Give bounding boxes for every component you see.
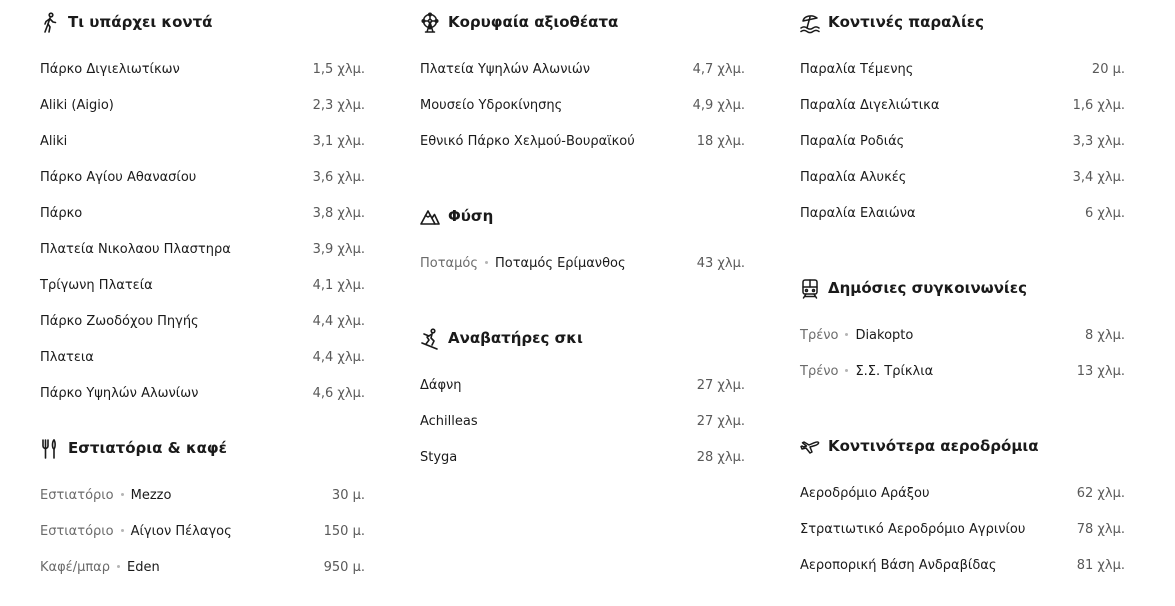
item-distance: 78 χλμ. bbox=[1076, 522, 1125, 537]
item-distance: 3,6 χλμ. bbox=[312, 170, 365, 185]
item-category: Εστιατόριο bbox=[40, 488, 114, 503]
item-name: Ποταμός Ερίμανθος bbox=[494, 256, 626, 271]
beach-icon bbox=[800, 12, 820, 34]
item-distance: 4,6 χλμ. bbox=[312, 386, 365, 401]
item-name: Πάρκο bbox=[40, 206, 83, 221]
item-name: Αίγιον Πέλαγος bbox=[130, 524, 232, 539]
item-name: Πλατεια bbox=[40, 350, 94, 365]
section-header bbox=[420, 194, 745, 242]
dot-separator bbox=[121, 493, 124, 496]
list-item bbox=[40, 376, 365, 412]
section-nearby bbox=[40, 0, 365, 412]
item-name-group bbox=[420, 134, 635, 149]
item-name: Παραλία Τέμενης bbox=[800, 62, 914, 77]
column-right bbox=[800, 0, 1125, 584]
item-distance: 3,8 χλμ. bbox=[312, 206, 365, 221]
section-title: Εστιατόρια & καφέ bbox=[68, 439, 227, 457]
item-distance: 150 μ. bbox=[323, 524, 365, 539]
list-item bbox=[420, 88, 745, 124]
item-name: Σ.Σ. Τρίκλια bbox=[855, 364, 934, 379]
list-item bbox=[420, 440, 745, 476]
item-category: Καφέ/μπαρ bbox=[40, 560, 110, 575]
list-item bbox=[800, 354, 1125, 390]
section-header bbox=[420, 316, 745, 364]
section-transport bbox=[800, 266, 1125, 390]
list-item bbox=[800, 476, 1125, 512]
item-name-group bbox=[40, 278, 153, 293]
item-name-group bbox=[40, 98, 114, 113]
item-name: Παραλία Διγελιώτικα bbox=[800, 98, 940, 113]
item-name-group bbox=[40, 206, 82, 221]
list-item bbox=[800, 88, 1125, 124]
item-name-group bbox=[800, 98, 939, 113]
list-item bbox=[800, 196, 1125, 232]
item-name: Πλατεία Νικολαου Πλαστηρα bbox=[40, 242, 231, 257]
item-distance: 2,3 χλμ. bbox=[312, 98, 365, 113]
list-item bbox=[40, 196, 365, 232]
item-name-group bbox=[800, 364, 933, 379]
list-item bbox=[420, 246, 745, 282]
list-item bbox=[800, 318, 1125, 354]
item-distance: 43 χλμ. bbox=[696, 256, 745, 271]
item-name-group bbox=[420, 450, 457, 465]
item-distance: 4,1 χλμ. bbox=[312, 278, 365, 293]
train-icon bbox=[800, 278, 820, 300]
list-item bbox=[420, 124, 745, 160]
dot-separator bbox=[845, 369, 848, 372]
restaurants-list bbox=[40, 478, 365, 586]
item-name: Δάφνη bbox=[420, 378, 462, 393]
airplane-icon bbox=[800, 436, 820, 458]
item-name: Πάρκο Υψηλών Αλωνίων bbox=[40, 386, 199, 401]
item-distance: 3,3 χλμ. bbox=[1072, 134, 1125, 149]
item-name: Παραλία Αλυκές bbox=[800, 170, 907, 185]
item-distance: 4,4 χλμ. bbox=[312, 350, 365, 365]
section-title: Φύση bbox=[448, 207, 494, 225]
transport-list bbox=[800, 318, 1125, 390]
list-item bbox=[800, 512, 1125, 548]
section-title: Αναβατήρες σκι bbox=[448, 329, 583, 347]
item-distance: 6 χλμ. bbox=[1084, 206, 1125, 221]
section-restaurants bbox=[40, 426, 365, 586]
mountain-icon bbox=[420, 206, 440, 228]
section-beaches bbox=[800, 0, 1125, 232]
item-name-group bbox=[800, 206, 916, 221]
item-distance: 3,4 χλμ. bbox=[1072, 170, 1125, 185]
list-item bbox=[40, 478, 365, 514]
item-name-group bbox=[40, 386, 198, 401]
ferris-wheel-icon bbox=[420, 12, 440, 34]
list-item bbox=[40, 340, 365, 376]
item-name-group bbox=[420, 98, 562, 113]
item-name: Aliki (Aigio) bbox=[40, 98, 114, 113]
item-name: Πάρκο Διγιελιωτίκων bbox=[40, 62, 180, 77]
item-distance: 4,4 χλμ. bbox=[312, 314, 365, 329]
item-name: Πάρκο Ζωοδόχου Πηγής bbox=[40, 314, 199, 329]
section-header bbox=[40, 0, 365, 48]
skier-icon bbox=[420, 328, 440, 350]
item-name: Στρατιωτικό Αεροδρόμιο Αγρινίου bbox=[800, 522, 1026, 537]
item-name-group bbox=[40, 488, 171, 503]
walking-person-icon bbox=[40, 12, 60, 34]
section-airports bbox=[800, 424, 1125, 584]
item-name-group bbox=[800, 486, 929, 501]
section-header bbox=[40, 426, 365, 474]
item-name: Πάρκο Αγίου Αθανασίου bbox=[40, 170, 197, 185]
item-category: Εστιατόριο bbox=[40, 524, 114, 539]
item-name: Πλατεία Υψηλών Αλωνιών bbox=[420, 62, 591, 77]
item-name: Diakopto bbox=[855, 328, 914, 343]
item-name: Μουσείο Υδροκίνησης bbox=[420, 98, 563, 113]
item-name-group bbox=[40, 242, 231, 257]
item-distance: 18 χλμ. bbox=[696, 134, 745, 149]
item-name-group bbox=[40, 170, 196, 185]
dot-separator bbox=[121, 529, 124, 532]
item-distance: 27 χλμ. bbox=[696, 414, 745, 429]
beaches-list bbox=[800, 52, 1125, 232]
section-title: Κοντινές παραλίες bbox=[828, 13, 985, 31]
item-name: Mezzo bbox=[130, 488, 172, 503]
attractions-list bbox=[420, 52, 745, 160]
item-name-group bbox=[420, 256, 626, 271]
item-distance: 27 χλμ. bbox=[696, 378, 745, 393]
section-header bbox=[800, 424, 1125, 472]
item-name-group bbox=[40, 314, 199, 329]
item-name-group bbox=[800, 558, 996, 573]
list-item bbox=[420, 52, 745, 88]
list-item bbox=[40, 160, 365, 196]
item-name-group bbox=[40, 62, 180, 77]
item-name-group bbox=[800, 328, 913, 343]
item-category: Τρένο bbox=[800, 364, 839, 379]
list-item bbox=[800, 548, 1125, 584]
fork-knife-icon bbox=[40, 438, 60, 460]
item-name-group bbox=[40, 524, 232, 539]
item-distance: 3,1 χλμ. bbox=[312, 134, 365, 149]
item-name-group bbox=[420, 62, 590, 77]
list-item bbox=[40, 304, 365, 340]
item-name-group bbox=[800, 62, 913, 77]
airports-list bbox=[800, 476, 1125, 584]
list-item bbox=[40, 514, 365, 550]
item-distance: 30 μ. bbox=[331, 488, 365, 503]
item-name-group bbox=[800, 134, 904, 149]
section-title: Τι υπάρχει κοντά bbox=[68, 13, 213, 31]
nature-list bbox=[420, 246, 745, 282]
list-item bbox=[420, 404, 745, 440]
list-item bbox=[40, 88, 365, 124]
section-ski bbox=[420, 316, 745, 476]
item-name-group bbox=[800, 522, 1025, 537]
item-distance: 1,5 χλμ. bbox=[312, 62, 365, 77]
item-distance: 20 μ. bbox=[1091, 62, 1125, 77]
section-title: Κοντινότερα αεροδρόμια bbox=[828, 437, 1039, 455]
item-name: Τρίγωνη Πλατεία bbox=[40, 278, 153, 293]
item-name: Styga bbox=[420, 450, 458, 465]
item-distance: 1,6 χλμ. bbox=[1072, 98, 1125, 113]
item-name: Παραλία Ροδιάς bbox=[800, 134, 905, 149]
list-item bbox=[800, 160, 1125, 196]
dot-separator bbox=[485, 261, 488, 264]
item-distance: 3,9 χλμ. bbox=[312, 242, 365, 257]
dot-separator bbox=[117, 565, 120, 568]
list-item bbox=[40, 232, 365, 268]
item-distance: 4,9 χλμ. bbox=[692, 98, 745, 113]
item-name-group bbox=[40, 134, 67, 149]
column-middle bbox=[420, 0, 745, 476]
section-header bbox=[800, 266, 1125, 314]
item-name-group bbox=[800, 170, 906, 185]
nearby-list bbox=[40, 52, 365, 412]
list-item bbox=[40, 124, 365, 160]
list-item bbox=[420, 368, 745, 404]
item-distance: 4,7 χλμ. bbox=[692, 62, 745, 77]
section-nature bbox=[420, 194, 745, 282]
dot-separator bbox=[845, 333, 848, 336]
item-name: Aliki bbox=[40, 134, 68, 149]
list-item bbox=[800, 124, 1125, 160]
column-left bbox=[40, 0, 365, 586]
item-name: Παραλία Ελαιώνα bbox=[800, 206, 916, 221]
item-distance: 62 χλμ. bbox=[1076, 486, 1125, 501]
list-item bbox=[800, 52, 1125, 88]
item-distance: 950 μ. bbox=[323, 560, 365, 575]
list-item bbox=[40, 268, 365, 304]
section-header bbox=[420, 0, 745, 48]
section-attractions bbox=[420, 0, 745, 160]
item-name: Αεροδρόμιο Αράξου bbox=[800, 486, 930, 501]
item-name-group bbox=[40, 560, 160, 575]
item-name-group bbox=[40, 350, 94, 365]
item-distance: 13 χλμ. bbox=[1076, 364, 1125, 379]
list-item bbox=[40, 550, 365, 586]
section-title: Δημόσιες συγκοινωνίες bbox=[828, 279, 1028, 297]
item-distance: 8 χλμ. bbox=[1084, 328, 1125, 343]
item-category: Ποταμός bbox=[420, 256, 478, 271]
section-header bbox=[800, 0, 1125, 48]
list-item bbox=[40, 52, 365, 88]
item-name: Achilleas bbox=[420, 414, 478, 429]
item-name: Εθνικό Πάρκο Χελμού-Βουραϊκού bbox=[420, 134, 635, 149]
item-name: Αεροπορική Βάση Ανδραβίδας bbox=[800, 558, 997, 573]
item-distance: 81 χλμ. bbox=[1076, 558, 1125, 573]
item-category: Τρένο bbox=[800, 328, 839, 343]
ski-list bbox=[420, 368, 745, 476]
item-name-group bbox=[420, 414, 478, 429]
item-name-group bbox=[420, 378, 462, 393]
item-distance: 28 χλμ. bbox=[696, 450, 745, 465]
section-title: Κορυφαία αξιοθέατα bbox=[448, 13, 619, 31]
item-name: Eden bbox=[127, 560, 160, 575]
